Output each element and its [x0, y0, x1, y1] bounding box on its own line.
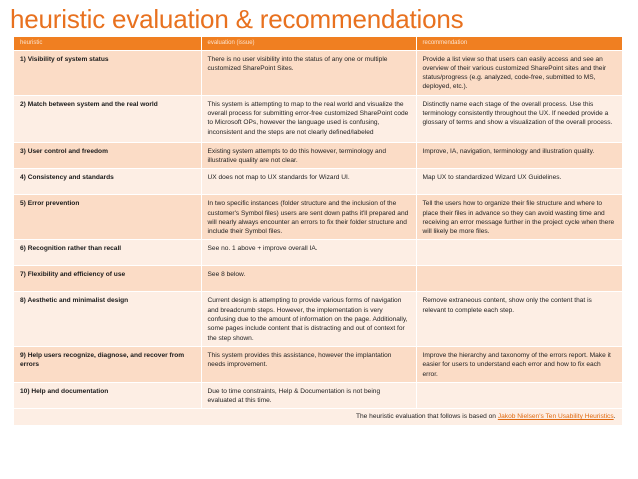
heuristic-cell: 1) Visibility of system status — [14, 50, 201, 95]
recommendation-cell — [416, 382, 622, 409]
table-row — [14, 292, 622, 346]
evaluation-cell: See 8 below. — [201, 266, 416, 292]
column-header-heuristic: heuristic — [14, 37, 201, 50]
table-row — [14, 169, 622, 195]
table-row — [14, 266, 622, 292]
heuristic-cell: 9) Help users recognize, diagnose, and recover from errors — [14, 346, 201, 382]
column-header-recommendation: recommendation — [416, 37, 622, 50]
recommendation-cell: Provide a list view so that users can easily access and see an overview of their various customized SharePoint sites and their status/progress (e.g. analyzed, code-free, submitted to MS, deployed, etc.). — [416, 50, 622, 95]
table-row — [14, 382, 622, 409]
heuristic-cell: 8) Aesthetic and minimalist design — [14, 292, 201, 346]
footer-suffix: . — [613, 413, 616, 421]
footer-text: The heuristic evaluation that follows is based on — [355, 413, 498, 421]
recommendation-cell — [416, 240, 622, 266]
heuristic-cell: 4) Consistency and standards — [14, 169, 201, 195]
evaluation-cell: See no. 1 above + improve overall IA. — [201, 240, 416, 266]
evaluation-cell: Due to time constraints, Help & Documentation is not being evaluated at this time. — [201, 382, 416, 409]
heuristic-cell: 2) Match between system and the real world — [14, 95, 201, 142]
heuristic-table — [14, 37, 623, 425]
recommendation-cell: Improve the hierarchy and taxonomy of the errors report. Make it easier for users to understand each error and how to fix each error. — [416, 346, 622, 382]
evaluation-cell: This system is attempting to map to the real world and visualize the overall process for submitting error-free customized SharePoint code to Microsoft OPs, however the language used is confusing, inconsistent and the steps are not clearly defined/labeled — [201, 95, 416, 142]
page-title: heuristic evaluation & recommendations — [10, 4, 464, 34]
column-header-evaluation: evaluation (issue) — [201, 37, 416, 50]
heuristic-cell: 10) Help and documentation — [14, 382, 201, 409]
table-row — [14, 346, 622, 382]
table-row — [14, 95, 622, 142]
evaluation-cell: UX does not map to UX standards for Wizard UI. — [201, 169, 416, 195]
footer-note — [14, 409, 622, 425]
table-row — [14, 142, 622, 169]
heuristic-cell: 7) Flexibility and efficiency of use — [14, 266, 201, 292]
table-row — [14, 50, 622, 95]
evaluation-cell: Existing system attempts to do this however, terminology and illustrative quality are not clear. — [201, 142, 416, 169]
table-footer-row — [14, 409, 622, 425]
recommendation-cell: Remove extraneous content, show only the content that is relevant to complete each step. — [416, 292, 622, 346]
recommendation-cell: Map UX to standardized Wizard UX Guidelines. — [416, 169, 622, 195]
table-row — [14, 195, 622, 240]
evaluation-cell: In two specific instances (folder structure and the inclusion of the customer's Symbol files) users are sent down paths it'll prepared and will nearly always encounter an errors to fix their folder structure and include their Symbol files. — [201, 195, 416, 240]
nielsen-heuristics-link[interactable]: Jakob Nielsen's Ten Usability Heuristics — [497, 413, 614, 421]
heuristic-cell: 5) Error prevention — [14, 195, 201, 240]
table-header-row — [14, 37, 622, 50]
evaluation-cell: There is no user visibility into the status of any one or multiple customized SharePoint Sites. — [201, 50, 416, 95]
table-row — [14, 240, 622, 266]
recommendation-cell — [416, 266, 622, 292]
heuristic-cell: 3) User control and freedom — [14, 142, 201, 169]
recommendation-cell: Tell the users how to organize their file structure and where to place their files in advance so they can avoid wasting time and receiving an error message further in the project cycle when there will likely be more files. — [416, 195, 622, 240]
recommendation-cell: Improve, IA, navigation, terminology and illustration quality. — [416, 142, 622, 169]
evaluation-cell: This system provides this assistance, however the implantation needs improvement. — [201, 346, 416, 382]
recommendation-cell: Distinctly name each stage of the overall process. Use this terminology consistently throughout the UX. If needed provide a glossary of terms and show a visualization of the overall process. — [416, 95, 622, 142]
heuristic-cell: 6) Recognition rather than recall — [14, 240, 201, 266]
evaluation-cell: Current design is attempting to provide various forms of navigation and breadcrumb steps. However, the implementation is very confusing due to the amount of information on the page. Additionally, some pages include content that is distracting and out of context for the step shown. — [201, 292, 416, 346]
